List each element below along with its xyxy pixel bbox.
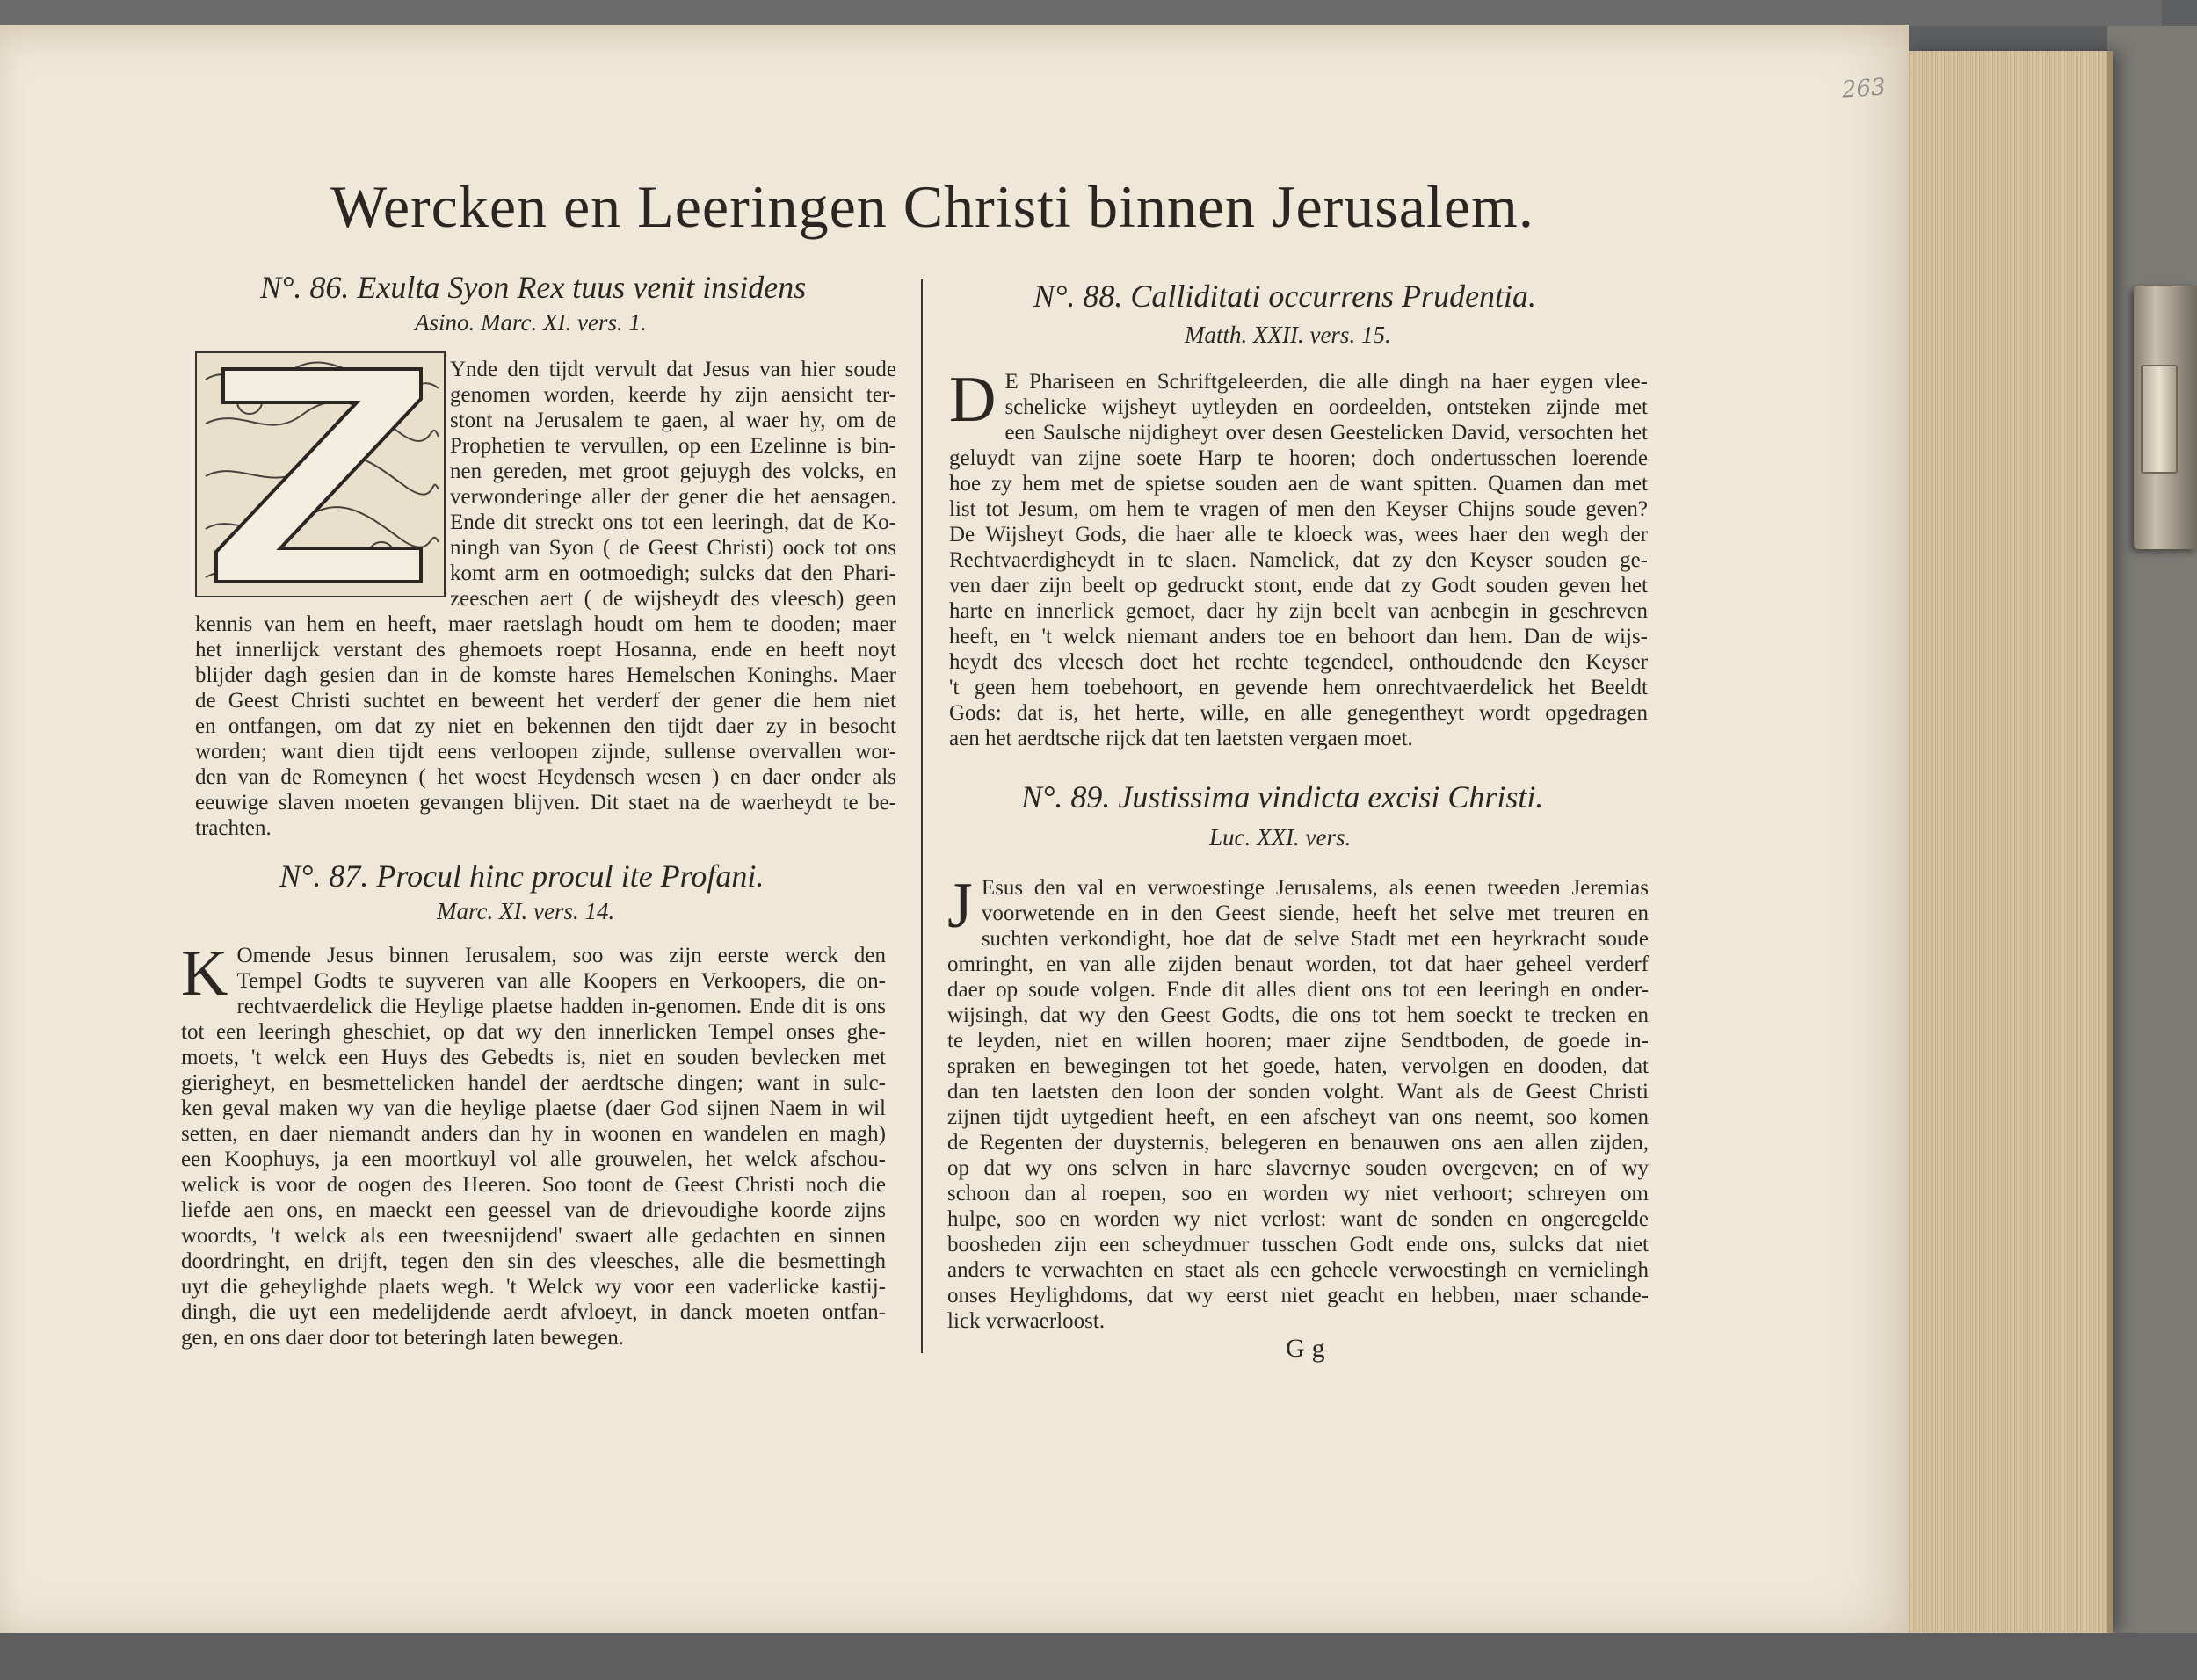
book-cover-right xyxy=(2107,26,2197,1643)
text-line: Esus den val en verwoestinge Jerusalems, als eenen tweeden Jeremias xyxy=(981,876,1649,900)
text-line: een Koophuys, ja een moortkuyl vol alle grouwelen, het welck afschou- xyxy=(181,1148,886,1171)
text-line: Ynde den tijdt vervult dat Jesus van hier soude xyxy=(450,358,896,381)
text-line: ven daer zijn beelt op gedruckt stont, ende dat zy Godt souden geven het xyxy=(949,574,1648,597)
initial-letter-j: J xyxy=(947,870,973,942)
section-87-heading: N°. 87. Procul hinc procul ite Profani. xyxy=(279,858,765,894)
text-line: dan ten laetsten den loon der sonden volght. Want als de Geest Christi xyxy=(947,1080,1649,1104)
initial-letter-d: D xyxy=(949,364,997,436)
text-line: woordts, 't welck als een tweesnijdend' swaert alle gedachten en sinnen xyxy=(181,1224,886,1248)
text-line: worden; want dien tijdt eens verloopen zijnde, sullense overvallen wor- xyxy=(195,740,896,764)
text-line: spraken en bewegingen tot het goede, haten, vervolgen en dooden, dat xyxy=(947,1054,1649,1078)
text-line: Ende dit streckt ons tot een leeringh, dat de Ko- xyxy=(450,511,896,534)
text-line: stont na Jerusalem te gaen, al waer hy, om de xyxy=(450,409,896,432)
clasp-icon xyxy=(2134,286,2197,549)
text-line: schoon dan al roepen, soo en worden wy niet verhoort; schreyen om xyxy=(947,1182,1649,1206)
section-88-heading: N°. 88. Calliditati occurrens Prudentia. xyxy=(1033,279,1537,314)
ornamental-initial-z xyxy=(195,351,446,597)
text-line: list tot Jesum, om hem te vragen of men den Keyser Chijns soude geven? xyxy=(949,497,1648,521)
text-line: anders te verwachten en staet als een geheele verwoestingh en vernielingh xyxy=(947,1258,1649,1282)
text-line: komt arm en ootmoedigh; sulcks dat den Phari- xyxy=(450,561,896,585)
text-line: ken geval maken wy van die heylige plaetse (daer God sijnen Naem in wil xyxy=(181,1097,886,1120)
text-line: harte en innerlick gemoet, daer hy zijn beelt van aenbegin in geschreven xyxy=(949,599,1648,623)
folio-number: 263 xyxy=(1841,74,1887,104)
section-86-text-narrow xyxy=(450,357,896,612)
text-line: heydt des vleesch doet het rechte tegendeel, onthoudende den Keyser xyxy=(949,650,1648,674)
text-line: een Saulsche nijdigheyt over desen Geestelicken David, versochten het xyxy=(1004,421,1648,445)
section-88-text xyxy=(949,364,1648,751)
section-89-text xyxy=(947,870,1649,1334)
text-line: rechtvaerdelick die Heylige plaetse hadden in-genomen. Ende dit is ons xyxy=(236,995,886,1018)
section-87-text xyxy=(181,938,886,1351)
initial-letter-k: K xyxy=(181,938,228,1010)
text-line: te leyden, niet en willen hooren; maer zijne Sendtboden, de goede in- xyxy=(947,1029,1649,1053)
section-86-subheading: Asino. Marc. XI. vers. 1. xyxy=(415,309,647,336)
text-line: onses Heylighdoms, dat wy eerst niet geacht en hebben, maer schande- xyxy=(947,1284,1649,1307)
text-line: ningh van Syon ( de Geest Christi) oock tot ons xyxy=(450,536,896,560)
text-line: het innerlijck verstant des ghemoets roept Hosanna, ende en heeft noyt xyxy=(195,638,896,662)
text-line: 't geen hem toebehoort, en gevende hem onrechtvaerdelick het Beeldt xyxy=(949,676,1648,699)
text-line: nen gereden, met groot gejuygh des volcks, en xyxy=(450,460,896,483)
text-line: kennis van hem en heeft, maer raetslagh houdt om hem te dooden; maer xyxy=(195,612,896,636)
text-line: E Phariseen en Schriftgeleerden, die alle dingh na haer eygen vlee- xyxy=(1004,370,1648,394)
section-86-heading: N°. 86. Exulta Syon Rex tuus venit insidens xyxy=(260,270,807,305)
text-line: suchten verkondight, hoe dat de selve Stadt met een heyrkracht soude xyxy=(981,927,1649,951)
text-line: Rechtvaerdigheydt in te slaen. Namelick, dat zy den Keyser souden ge- xyxy=(949,548,1648,572)
text-line: hoe zy hem met de spietse souden aen de want spitten. Quamen dan met xyxy=(949,472,1648,496)
text-line: Tempel Godts te suyveren van alle Koopers en Verkoopers, die on- xyxy=(236,969,886,993)
text-line: de Geest Christi suchtet en beweent het verderf der gener die hem niet xyxy=(195,689,896,713)
text-line: boosheden zijn een scheydmuer tusschen Godt ende ons, sulcks dat niet xyxy=(947,1233,1649,1256)
text-line: verwonderinge aller der gener die het aensagen. xyxy=(450,485,896,509)
catchword: Gg xyxy=(1286,1334,1332,1363)
text-line: schelicke wijsheyt uytleyden en oordeelden, ontsteken zijnde met xyxy=(1004,395,1648,419)
text-line: dingh, die uyt een medelijdende aerdt afvloeyt, in danck moeten ontfan- xyxy=(181,1300,886,1324)
text-line: Prophetien te vervullen, op een Ezelinne is bin- xyxy=(450,434,896,458)
section-88-subheading: Matth. XXII. vers. 15. xyxy=(1185,322,1391,348)
text-line: eeuwige slaven moeten gevangen blijven. Dit staet na de waerheydt te be- xyxy=(195,791,896,815)
text-line: en ontfangen, om dat zy niet en bekennen den tijdt daer zy in besocht xyxy=(195,714,896,738)
text-line: omringht, en van alle zijden benaut worden, tot dat haer geheel verderf xyxy=(947,952,1649,976)
text-line: aen het aerdtsche rijck dat ten laetsten vergaen moet. xyxy=(949,727,1413,750)
text-line: genomen worden, keerde hy zijn aensicht ter- xyxy=(450,383,896,407)
book-cover-bottom xyxy=(0,1633,2197,1680)
section-86-text-wide xyxy=(195,612,896,841)
section-89-subheading: Luc. XXI. vers. xyxy=(1209,824,1352,851)
text-line: tot een leeringh gheschiet, op dat wy den innerlicken Tempel onses ghe- xyxy=(181,1020,886,1044)
page-edges xyxy=(1905,51,2113,1633)
text-line: gen, en ons daer door tot beteringh laten bewegen. xyxy=(181,1326,624,1350)
text-line: trachten. xyxy=(195,816,272,840)
column-rule xyxy=(921,279,923,1353)
section-89-heading: N°. 89. Justissima vindicta excisi Christi. xyxy=(1021,779,1544,815)
text-line: lick verwaerloost. xyxy=(947,1309,1106,1333)
text-line: setten, en daer niemandt anders dan hy in woonen en wandelen en magh) xyxy=(181,1122,886,1146)
text-line: moets, 't welck een Huys des Gebedts is, niet en souden bevlecken met xyxy=(181,1046,886,1069)
page-title: Wercken en Leeringen Christi binnen Jerusalem. xyxy=(330,173,1534,240)
text-line: Omende Jesus binnen Ierusalem, soo was zijn eerste werck den xyxy=(236,944,886,967)
text-line: De Wijsheyt Gods, die haer alle te kloeck was, wees haer den wegh der xyxy=(949,523,1648,547)
text-line: geluydt van zijne soete Harp te hooren; doch ondertusschen loerende xyxy=(949,446,1648,470)
text-line: zeeschen aert ( de wijsheydt des vleesch) geen xyxy=(450,587,896,611)
text-line: liefde aen ons, en maeckt een geessel van de drievoudighe koorde zijns xyxy=(181,1198,886,1222)
text-line: op dat wy ons selven in hare slavernye souden overgeven; en of wy xyxy=(947,1156,1649,1180)
text-line: uyt die geheylighde plaets wegh. 't Welck wy voor een vaderlicke kastij- xyxy=(181,1275,886,1299)
text-line: voorwetende en in den Geest siende, heeft het selve met treuren en xyxy=(981,902,1649,925)
text-line: blijder dagh gesien dan in de komste hares Hemelschen Koninghs. Maer xyxy=(195,663,896,687)
text-line: daer op soude volgen. Ende dit alles dient ons tot een leeringh en onder- xyxy=(947,978,1649,1002)
text-line: welick is voor de oogen des Heeren. Soo toont de Geest Christi noch die xyxy=(181,1173,886,1197)
section-87-subheading: Marc. XI. vers. 14. xyxy=(437,898,615,924)
ornament-foliage-icon xyxy=(197,353,444,596)
text-line: Gods: dat is, het herte, wille, en alle genegentheyt wordt opgedragen xyxy=(949,701,1648,725)
text-line: heeft, en 't welck niemant anders toe en behoort dan hem. Dan de wijs- xyxy=(949,625,1648,648)
text-line: gierigheyt, en besmettelicken handel der aerdtsche dingen; want in sulc- xyxy=(181,1071,886,1095)
book-cover-top xyxy=(0,0,2162,26)
text-line: den van de Romeynen ( het woest Heydensch wesen ) en daer onder als xyxy=(195,765,896,789)
text-line: de Regenten der duysternis, belegeren en benauwen ons aen allen zijden, xyxy=(947,1131,1649,1155)
text-line: doordringht, en drijft, tegen den sin des vleesches, alle die besmettingh xyxy=(181,1249,886,1273)
text-line: hulpe, soo en worden wy niet verlost: want de sonden en ongeregelde xyxy=(947,1207,1649,1231)
text-line: wijsingh, dat wy den Geest Godts, die ons tot hem soeckt te trecken en xyxy=(947,1003,1649,1027)
text-line: zijnen tijdt uytgedient heeft, en een afscheyt van ons neemt, soo komen xyxy=(947,1105,1649,1129)
